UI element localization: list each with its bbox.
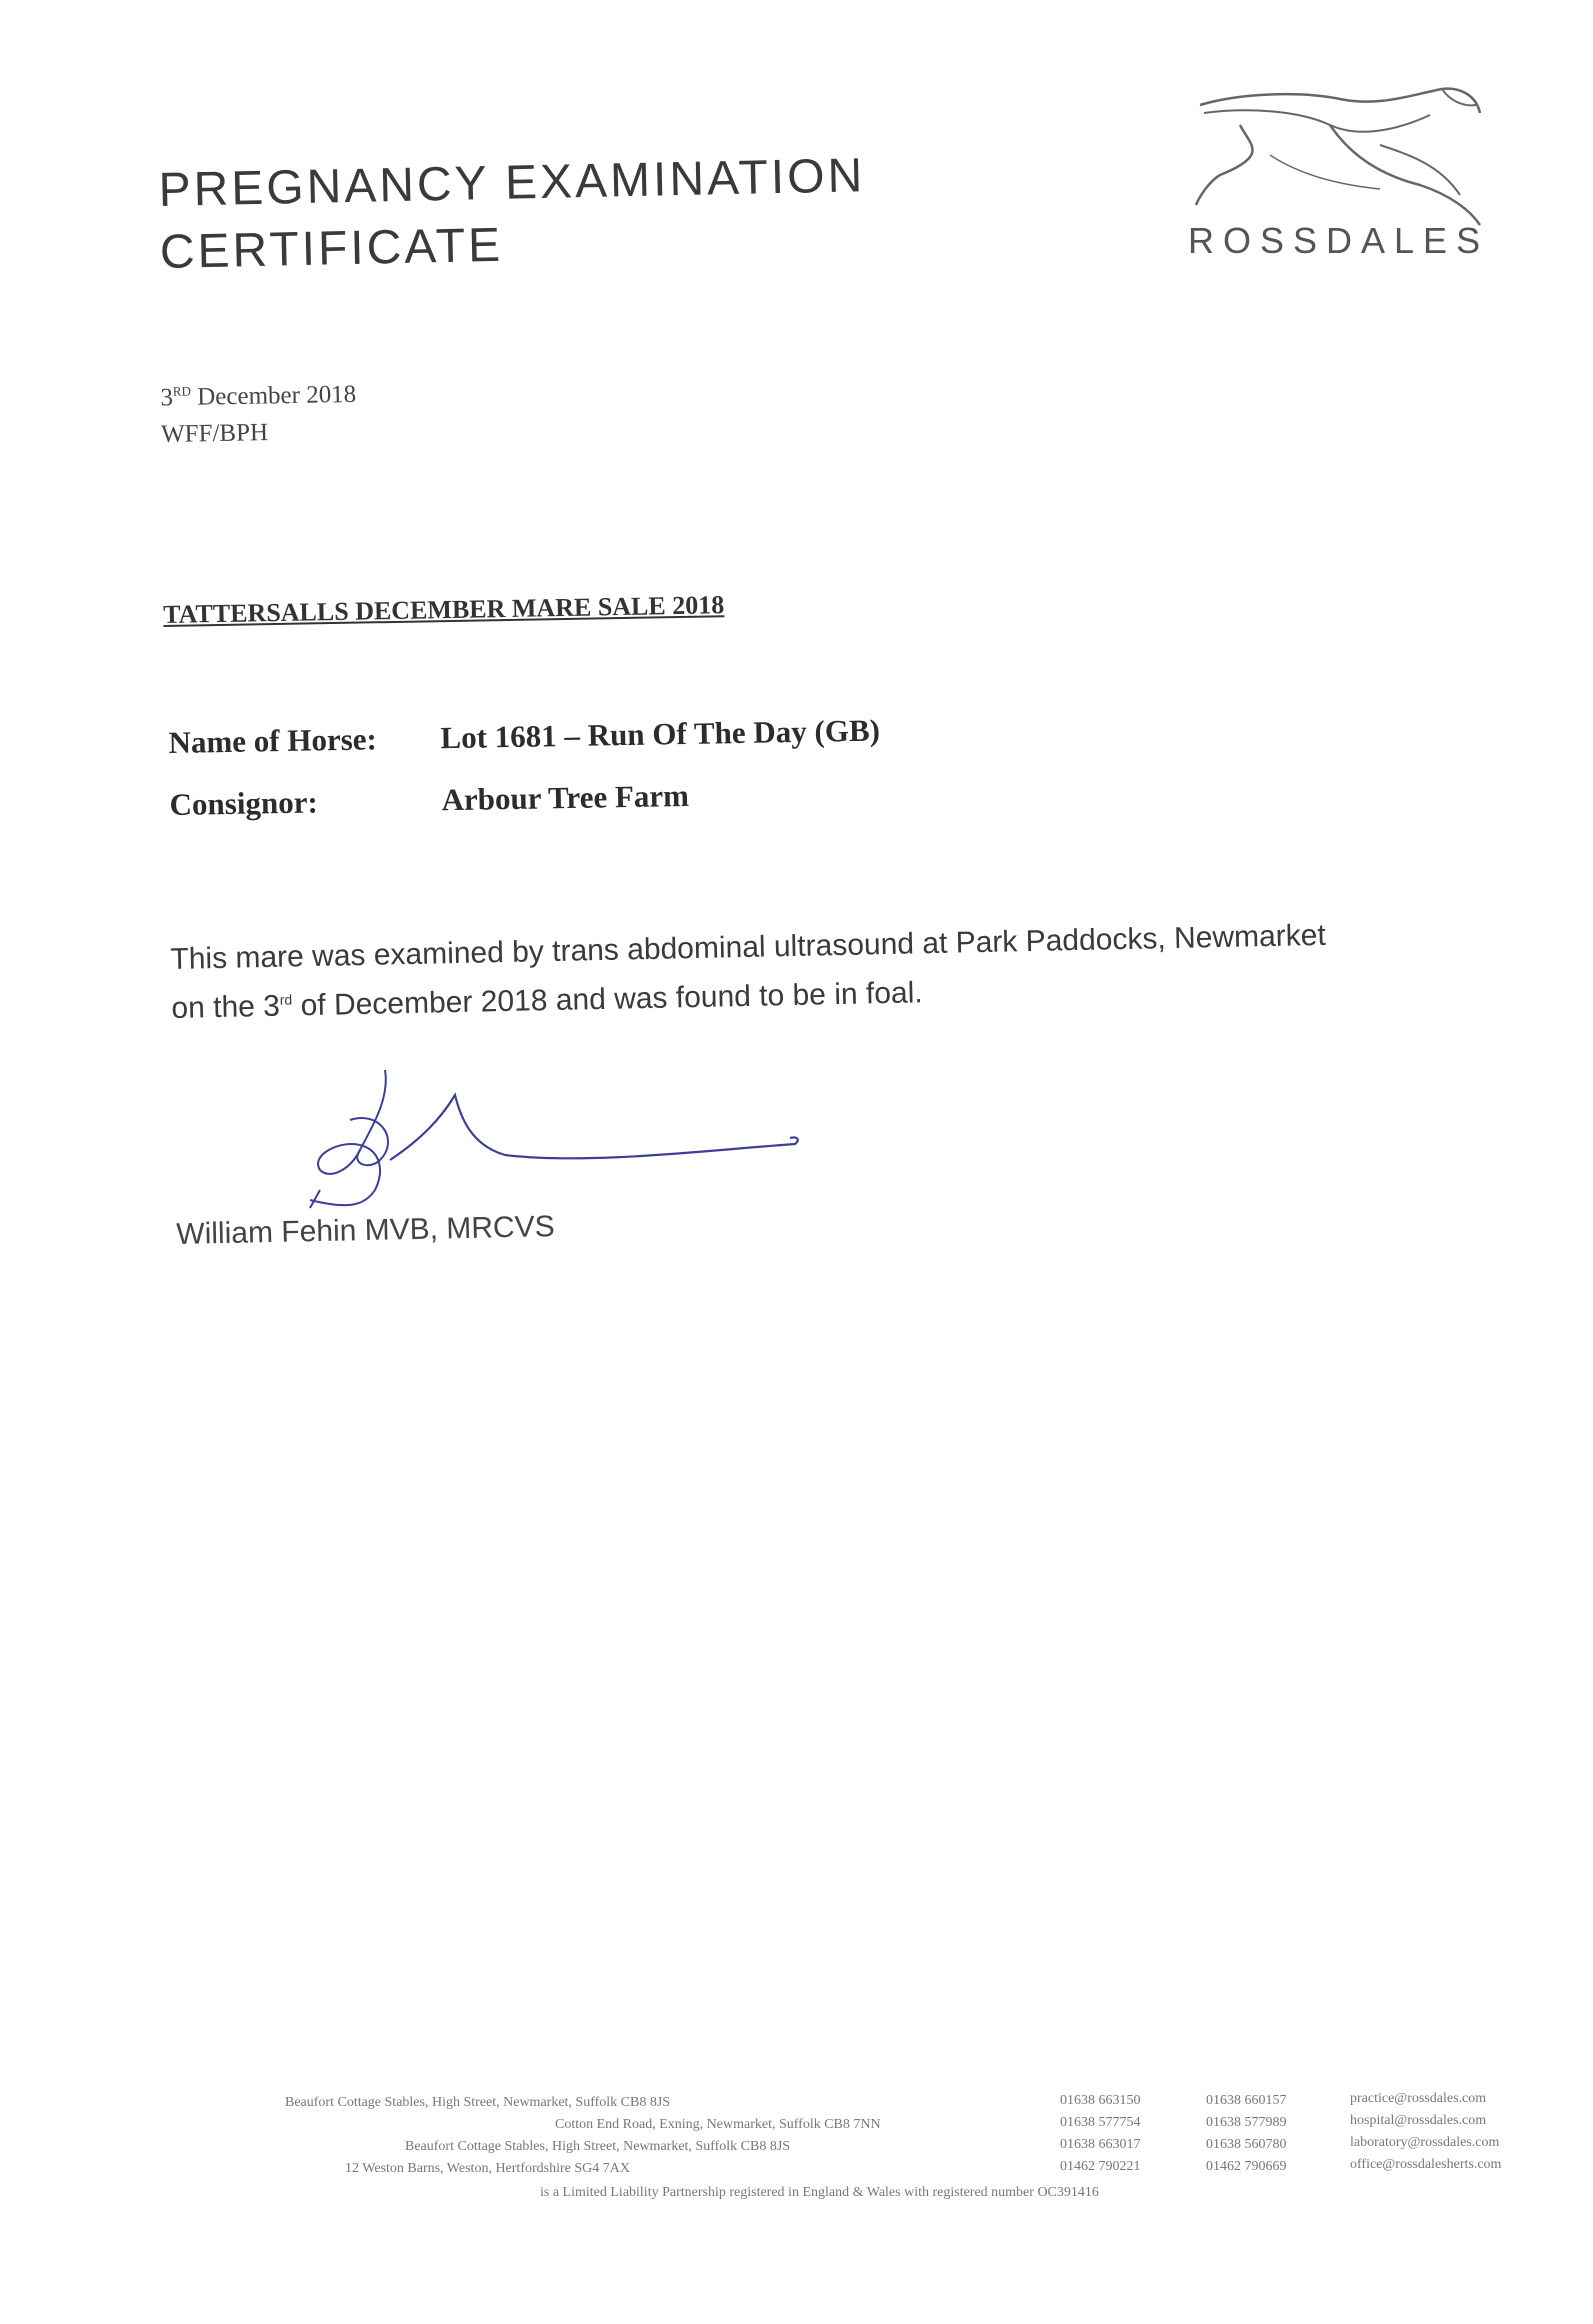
address-3: Beaufort Cottage Stables, High Street, Newmarket, Suffolk CB8 8JS <box>405 2139 791 2154</box>
phone: 01462 790221 <box>1060 2159 1141 2174</box>
email: laboratory@rossdales.com <box>1350 2135 1500 2150</box>
footer-phones-col1 <box>1060 2090 1141 2178</box>
statement-line-1: This mare was examined by trans abdominal ultrasound at Park Paddocks, Newmarket <box>170 918 1327 976</box>
email: practice@rossdales.com <box>1350 2091 1487 2106</box>
consignor-label: Consignor: <box>169 784 319 822</box>
footer-addresses <box>285 2092 881 2180</box>
phone: 01638 577754 <box>1060 2115 1141 2130</box>
certificate-title <box>158 145 867 284</box>
fax: 01638 560780 <box>1206 2137 1287 2152</box>
statement-line-2: on the 3rd of December 2018 and was found to be in foal. <box>171 976 923 1025</box>
consignor-value: Arbour Tree Farm <box>441 777 690 818</box>
phone: 01638 663017 <box>1060 2137 1141 2152</box>
address-1: Beaufort Cottage Stables, High Street, Newmarket, Suffolk CB8 8JS <box>285 2095 671 2110</box>
reference-code: WFF/BPH <box>160 419 269 449</box>
examination-statement <box>170 912 1432 1030</box>
horse-label: Name of Horse: <box>168 721 378 760</box>
fax: 01462 790669 <box>1206 2159 1287 2174</box>
fax: 01638 660157 <box>1206 2093 1287 2108</box>
address-2: Cotton End Road, Exning, Newmarket, Suffolk CB8 7NN <box>555 2117 881 2132</box>
logo-wordmark: ROSSDALES <box>1188 220 1490 261</box>
email: office@rossdalesherts.com <box>1350 2157 1502 2172</box>
title-line-1: PREGNANCY EXAMINATION <box>158 149 866 217</box>
horse-value: Lot 1681 – Run Of The Day (GB) <box>440 712 881 756</box>
date-line: 3RD December 2018 <box>160 380 357 412</box>
fax: 01638 577989 <box>1206 2115 1287 2130</box>
horse-details <box>168 700 882 836</box>
document-meta <box>160 370 357 454</box>
footer-emails <box>1350 2088 1501 2176</box>
llp-registration: is a Limited Liability Partnership registered in England & Wales with registered number OC391416 <box>540 2185 1099 2200</box>
sale-heading: TATTERSALLS DECEMBER MARE SALE 2018 <box>163 590 725 629</box>
footer-phones-col2 <box>1206 2090 1287 2178</box>
title-line-2: CERTIFICATE <box>159 218 504 279</box>
address-4: 12 Weston Barns, Weston, Hertfordshire SG4 7AX <box>345 2161 630 2176</box>
signer-name: William Fehin MVB, MRCVS <box>176 1210 555 1251</box>
consignor-row <box>169 762 881 836</box>
email: hospital@rossdales.com <box>1350 2113 1487 2128</box>
signature-icon <box>290 1060 810 1220</box>
phone: 01638 663150 <box>1060 2093 1141 2108</box>
